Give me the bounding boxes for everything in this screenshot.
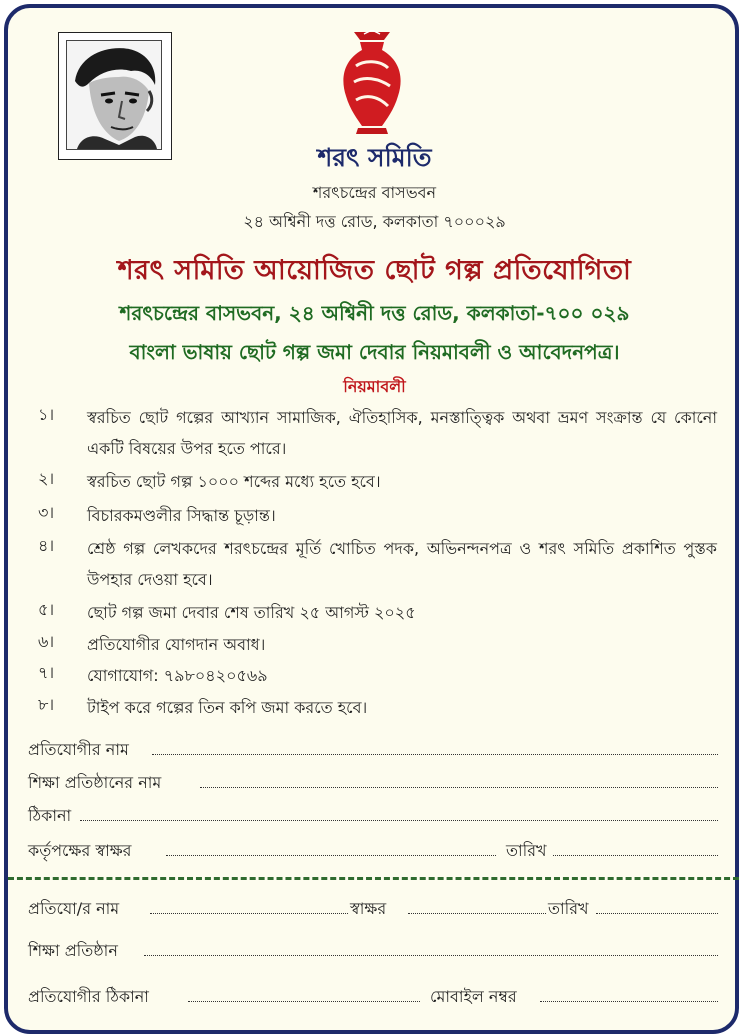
receipt-institution-label: শিক্ষা প্রতিষ্ঠান [28, 941, 118, 960]
receipt-institution-field[interactable] [28, 938, 718, 962]
receipt-date-label: তারিখ [548, 899, 589, 918]
authority-signature-label: কর্তৃপক্ষের স্বাক্ষর [28, 841, 132, 860]
rule-number: ৮। [38, 695, 55, 714]
address-line[interactable] [80, 820, 718, 821]
address-label: ঠিকানা [28, 806, 72, 825]
org-name: শরৎ সমিতি [317, 143, 432, 172]
receipt-address-label: প্রতিযোগীর ঠিকানা [28, 987, 149, 1006]
form-date-label: তারিখ [506, 841, 547, 860]
rule-text: স্বরচিত ছোট গল্পের আখ্যান সামাজিক, ঐতিহাসিক, মনস্তাত্ত্বিক অথবা ভ্রমণ সংক্রান্ত যে কোনো একটি বিষয়ের উপর হতে পারে। [87, 408, 717, 458]
receipt-mobile-label: মোবাইল নম্বর [430, 987, 517, 1006]
authority-signature-line[interactable] [166, 855, 496, 856]
page-title: শরৎ সমিতি আয়োজিত ছোট গল্প প্রতিযোগিতা [117, 255, 632, 286]
rule-number: ৭। [38, 663, 55, 682]
rule-number: ৫। [38, 600, 55, 619]
participant-name-label: প্রতিযোগীর নাম [28, 740, 129, 759]
tear-off-divider [8, 877, 739, 880]
institution-name-line[interactable] [200, 787, 718, 788]
receipt-row-3 [28, 984, 718, 1008]
participant-name-line[interactable] [152, 754, 718, 755]
rule-text: যোগাযোগ: ৭৯৮০৪২০৫৬৯ [87, 666, 268, 685]
receipt-name-line[interactable] [150, 913, 348, 914]
receipt-mobile-line[interactable] [540, 1001, 718, 1002]
institution-name-field[interactable] [28, 770, 718, 794]
rules-and-form-heading: বাংলা ভাষায় ছোট গল্প জমা দেবার নিয়মাবলী ও আবেদনপত্র। [129, 340, 620, 364]
org-address: ২৪ অশ্বিনী দত্ত রোড, কলকাতা ৭০০০২৯ [243, 212, 506, 231]
receipt-name-label: প্রতিযো/র নাম [28, 899, 120, 918]
rule-number: ২। [38, 469, 55, 488]
form-date-line[interactable] [553, 855, 718, 856]
rule-text: স্বরচিত ছোট গল্প ১০০০ শব্দের মধ্যে হতে হবে। [87, 472, 381, 491]
venue-line: শরৎচন্দ্রের বাসভবন, ২৪ অশ্বিনী দত্ত রোড, কলকাতা-৭০০ ০২৯ [119, 301, 630, 325]
rule-text: বিচারকমণ্ডলীর সিদ্ধান্ত চূড়ান্ত। [87, 506, 276, 525]
receipt-institution-line[interactable] [144, 955, 718, 956]
rule-text: ছোট গল্প জমা দেবার শেষ তারিখ ২৫ আগস্ট ২০২৫ [87, 603, 416, 622]
receipt-row-1 [28, 896, 718, 920]
participant-name-field[interactable] [28, 737, 718, 761]
rule-text: টাইপ করে গল্পের তিন কপি জমা করতে হবে। [87, 698, 368, 717]
rule-text: প্রতিযোগীর যোগদান অবাধ। [87, 635, 266, 654]
rule-number: ৩। [38, 503, 55, 522]
receipt-address-line[interactable] [188, 1001, 420, 1002]
institution-name-label: শিক্ষা প্রতিষ্ঠানের নাম [28, 773, 162, 792]
rule-number: ১। [38, 405, 55, 424]
rule-text: শ্রেষ্ঠ গল্প লেখকদের শরৎচন্দ্রের মূর্তি খোচিত পদক, অভিনন্দনপত্র ও শরৎ সমিতি প্রকাশিত পুস্তক উপহার দেওয়া হবে। [87, 539, 717, 589]
portrait-image [66, 40, 162, 150]
rule-number: ৬। [38, 632, 55, 651]
samiti-emblem [338, 30, 406, 134]
receipt-date-line[interactable] [596, 913, 718, 914]
org-subtitle: শরৎচন্দ্রের বাসভবন [312, 183, 437, 202]
address-field[interactable] [28, 803, 718, 827]
rules-heading: নিয়মাবলী [343, 377, 406, 396]
rule-number: ৪। [38, 536, 55, 555]
receipt-signature-label: স্বাক্ষর [350, 899, 387, 918]
authority-signature-field[interactable] [28, 838, 718, 862]
receipt-signature-line[interactable] [408, 913, 546, 914]
